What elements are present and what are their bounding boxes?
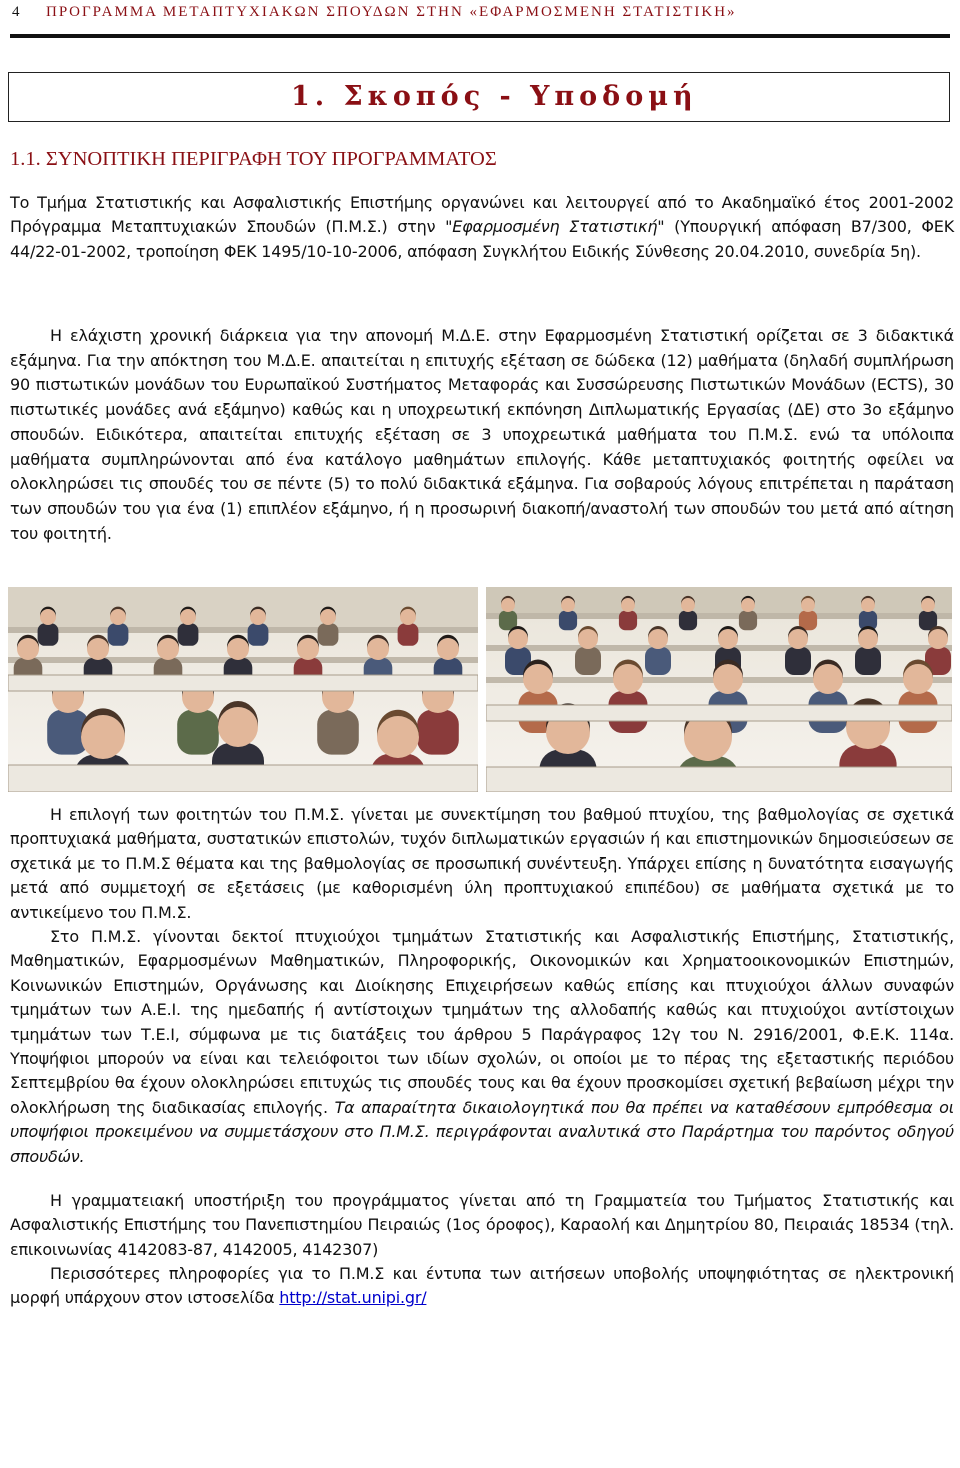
more-info-text: Περισσότερες πληροφορίες για το Π.Μ.Σ και έντυπα των αιτήσεων υποβολής υποψηφιότητας σε ηλεκτρονική μορφή υπάρχουν στον ιστοσελίδα [10, 1264, 954, 1308]
secretariat-paragraph: Η γραμματειακή υποστήριξη του προγράμματος γίνεται από τη Γραμματεία του Τμήματος Στατιστικής και Ασφαλιστικής Επιστήμης του Πανεπιστημίου Πειραιώς (1ος όροφος), Καραολή και Δημητρίου 80, Πειραιάς 18534 (τηλ. επικοινωνίας 4142083-87, 4142005, 4142307) [10, 1191, 954, 1259]
running-header [12, 4, 948, 30]
intro-text-start: Το Τμήμα Στατιστικής και Ασφαλιστικής Επιστήμης οργανώνει και λειτουργεί από το Ακαδημαϊκό έτος 2001-2002 Πρόγραμμα Μεταπτυχιακών Σπουδών (Π.Μ.Σ.) στην " [10, 193, 954, 237]
intro-paragraph [10, 191, 954, 264]
program-name: Εφαρμοσμένη Στατιστική [452, 217, 658, 237]
section-heading: 1.1. ΣΥΝΟΠΤΙΚΗ ΠΕΡΙΓΡΑΦΗ ΤΟΥ ΠΡΟΓΡΑΜΜΑΤΟΣ [10, 148, 497, 170]
admission-text: Στο Π.Μ.Σ. γίνονται δεκτοί πτυχιούχοι τμημάτων Στατιστικής και Ασφαλιστικής Επιστήμης, Στατιστικής, Μαθηματικών, Εφαρμοσμένων Μαθηματικών, Πληροφορικής, Οικονομικών και Χρηματοοικονομικών Επιστημών, Κοινωνικών Επιστημών, Οργάνωσης και Διοίκησης Επιχειρήσεων καθώς επίσης και πτυχιούχοι άλλων συναφών τμημάτων των Α.Ε.Ι. της ημεδαπής ή αντίστοιχων τμημάτων της αλλοδαπής καθώς και πτυχιούχοι αντίστοιχων τμημάτων των Τ.Ε.Ι, σύμφωνα με τις διατάξεις του άρθρου 5 Παράγραφος 12γ του Ν. 2916/2001, Φ.Ε.Κ. 114α. Υποψήφιοι μπορούν να είναι και τελειόφοιτοι των ιδίων σχολών, οι οποίοι με το πέρας της εξεταστικής περιόδου Σεπτεμβρίου θα έχουν ολοκληρώσει επιτυχώς τις σπουδές τους και θα έχουν προσκομίσει σχετική βεβαίωση μέχρι την ολοκλήρωση της διαδικασίας επιλογής. [10, 927, 954, 1117]
admission-paragraph [10, 925, 954, 1169]
required-documents-note: Τα απαραίτητα δικαιολογητικά που θα πρέπει να καταθέσουν εμπρόθεσμα οι υποψήφιοι προκειμένου να συμμετάσχουν στο Π.Μ.Σ. περιγράφονται αναλυτικά στο Παράρτημα του παρόντος οδηγού σπουδών. [10, 1097, 954, 1166]
header-rule [10, 34, 950, 38]
chapter-title: 1. Σκοπός - Υποδομή [291, 81, 698, 112]
page-number: 4 [12, 4, 20, 20]
running-title: ΠΡΟΓΡΑΜΜΑ ΜΕΤΑΠΤΥΧΙΑΚΩΝ ΣΠΟΥΔΩΝ ΣΤΗΝ «ΕΦΑΡΜΟΣΜΕΝΗ ΣΤΑΤΙΣΤΙΚΗ» [46, 4, 737, 20]
classroom-photo-illustration [8, 587, 952, 792]
chapter-title-box [8, 72, 950, 122]
classroom-photo [8, 587, 952, 792]
website-link[interactable]: http://stat.unipi.gr/ [279, 1288, 427, 1308]
intro-text-end: " (Υπουργική απόφαση Β7/300, ΦΕΚ 44/22-01-2002, τροποίηση ΦΕΚ 1495/10-10-2006, απόφαση Συγκλήτου Ειδικής Σύνθεσης 20.04.2010, συνεδρία 5η). [10, 217, 954, 261]
more-info-paragraph [10, 1262, 954, 1311]
duration-paragraph: Η ελάχιστη χρονική διάρκεια για την απονομή Μ.Δ.Ε. στην Εφαρμοσμένη Στατιστική ορίζεται σε 3 διδακτικά εξάμηνα. Για την απόκτηση του Μ.Δ.Ε. απαιτείται η επιτυχής εξέταση σε δώδεκα (12) μαθήματα (δηλαδή συμπλήρωση 90 πιστωτικών μονάδων του Ευρωπαϊκού Συστήματος Μεταφοράς και Συσσώρευσης Πιστωτικών Μονάδων (ECTS), 30 πιστωτικές μονάδες ανά εξάμηνο) καθώς και η υποχρεωτική εκπόνηση Διπλωματικής Εργασίας (ΔΕ) στο 3ο εξάμηνο σπουδών. Ειδικότερα, απαιτείται επιτυχής εξέταση σε 3 υποχρεωτικά μαθήματα του Π.Μ.Σ. ενώ τα υπόλοιπα μαθήματα συμπληρώνονται από ένα κατάλογο μαθημάτων επιλογής. Κάθε μεταπτυχιακός φοιτητής οφείλει να ολοκληρώσει τις σπουδές του σε πέντε (5) το πολύ διδακτικά εξάμηνα. Για σοβαρούς λόγους επιτρέπεται η παράταση των σπουδών του για ένα (1) επιπλέον εξάμηνο, ή η προσωρινή διακοπή/αναστολή των σπουδών του μετά από αίτηση του φοιτητή. [10, 326, 954, 543]
selection-paragraph: Η επιλογή των φοιτητών του Π.Μ.Σ. γίνεται με συνεκτίμηση του βαθμού πτυχίου, της βαθμολογίας σε σχετικά προπτυχιακά μαθήματα, συστατικών επιστολών, τυχόν διπλωματικών εργασιών ή και επιστημονικών δημοσιεύσεων σε σχετικά με το Π.Μ.Σ θέματα και της βαθμολογίας σε προσωπική συνέντευξη. Υπάρχει επίσης η δυνατότητα εισαγωγής μετά από συμμετοχή σε εξετάσεις (με καθορισμένη ύλη προπτυχιακού επιπέδου) σε μαθήματα σχετικά με το αντικείμενο του Π.Μ.Σ. [10, 805, 954, 922]
